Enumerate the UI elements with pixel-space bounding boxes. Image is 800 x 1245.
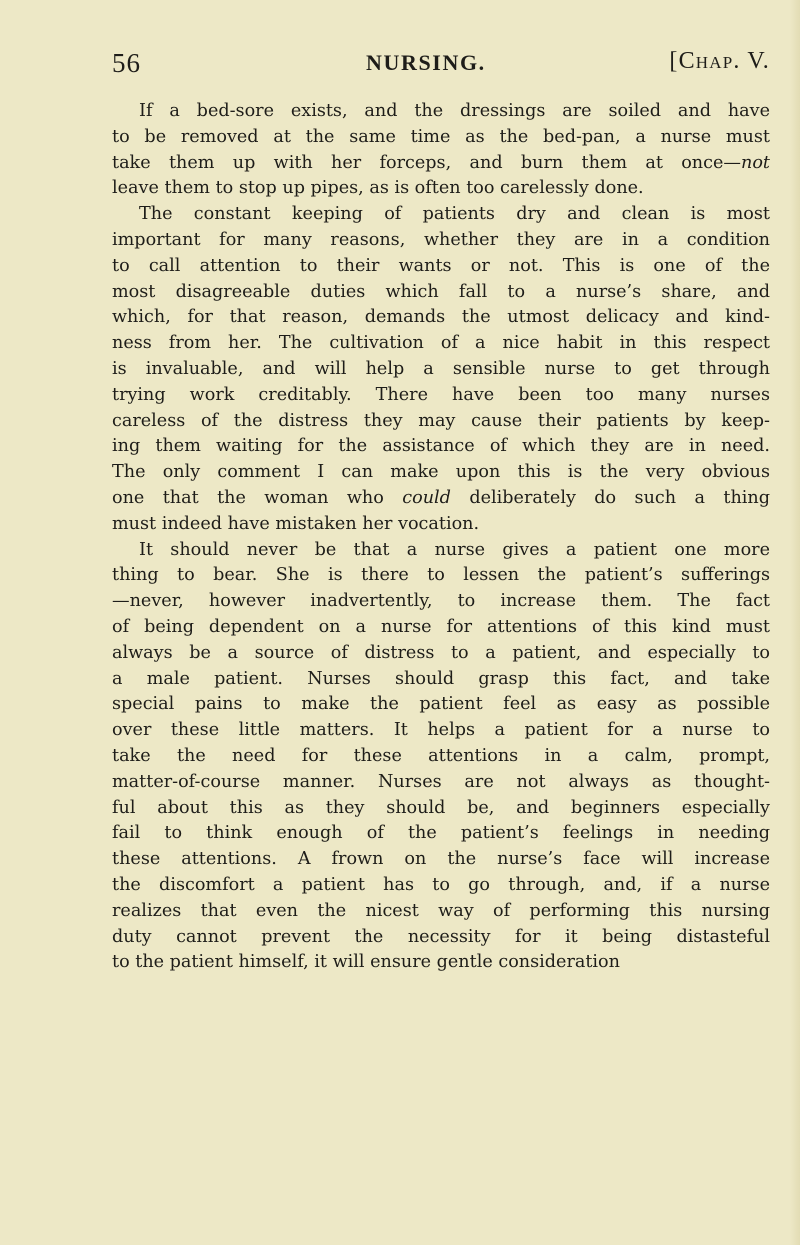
text-line: of being dependent on a nurse for attentions of this kind must	[112, 616, 770, 637]
text-line: duty cannot prevent the necessity for it being distasteful	[112, 926, 770, 947]
text-line: which, for that reason, demands the utmost delicacy and kind-	[112, 307, 770, 328]
text-line: take the need for these attentions in a calm, prompt,	[112, 745, 770, 766]
text-line: is invaluable, and will help a sensible nurse to get through	[112, 358, 770, 379]
text-line: —never, however inadvertently, to increase them. The fact	[112, 591, 770, 612]
text-line: careless of the distress they may cause their patients by keep-	[112, 410, 770, 431]
text-line: It should never be that a nurse gives a patient one more	[139, 539, 770, 560]
text-line: always be a source of distress to a patient, and especially to	[112, 642, 770, 663]
text-line: these attentions. A frown on the nurse’s face will increase	[112, 849, 770, 870]
text-line: to the patient himself, it will ensure gentle consideration	[112, 952, 620, 973]
page-edge	[790, 0, 800, 1245]
text-line: special pains to make the patient feel as easy as possible	[112, 694, 770, 715]
text-line: If a bed-sore exists, and the dressings are soiled and have	[139, 101, 770, 121]
text-line: The only comment I can make upon this is the very obvious	[112, 462, 770, 483]
text-line: take them up with her forceps, and burn them at once—not	[112, 152, 770, 173]
text-line: one that the woman who could deliberately do such a thing	[112, 487, 771, 508]
text-line: leave them to stop up pipes, as is often too carelessly done.	[112, 178, 644, 199]
text-line: most disagreeable duties which fall to a nurse’s share, and	[112, 281, 770, 302]
page-number: 56	[112, 48, 141, 78]
chapter-reference: [Chap. V.	[669, 48, 770, 74]
text-line: The constant keeping of patients dry and clean is most	[139, 204, 770, 225]
text-line: to call attention to their wants or not. This is one of the	[112, 255, 770, 276]
text-line: over these little matters. It helps a patient for a nurse to	[112, 720, 770, 741]
text-line: trying work creditably. There have been too many nurses	[112, 384, 770, 405]
text-line: to be removed at the same time as the bed-pan, a nurse must	[112, 126, 770, 147]
text-line: ing them waiting for the assistance of which they are in need.	[112, 436, 770, 457]
text-line: the discomfort a patient has to go through, and, if a nurse	[112, 874, 770, 895]
book-title: NURSING.	[366, 50, 486, 75]
running-head	[112, 48, 770, 88]
text-line: fail to think enough of the patient’s feelings in needing	[112, 823, 770, 844]
text-line: ness from her. The cultivation of a nice habit in this respect	[112, 333, 770, 354]
text-line: ful about this as they should be, and beginners especially	[112, 797, 770, 818]
text-line: realizes that even the nicest way of performing this nursing	[112, 900, 770, 921]
emphasis-not: not	[741, 152, 770, 173]
text-line: a male patient. Nurses should grasp this fact, and take	[112, 668, 770, 689]
emphasis-could: could	[402, 487, 451, 508]
body-text	[112, 99, 770, 976]
text-line: matter-of-course manner. Nurses are not always as thought-	[112, 771, 770, 792]
text-line: thing to bear. She is there to lessen the patient’s sufferings	[112, 565, 770, 586]
text-line: important for many reasons, whether they are in a condition	[112, 229, 770, 250]
text-line: must indeed have mistaken her vocation.	[112, 513, 480, 534]
